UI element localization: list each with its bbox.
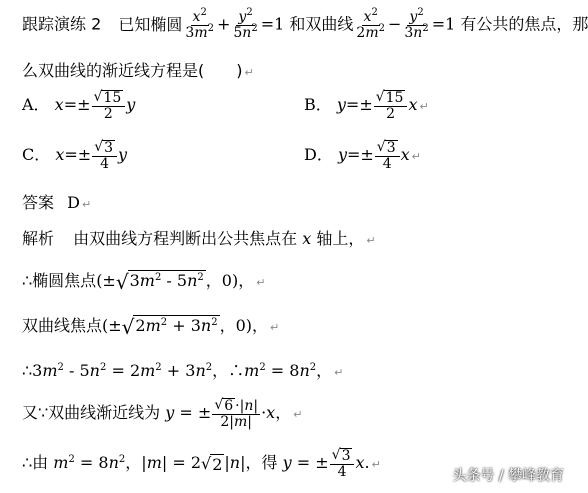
- ellipse-focus-label: ∴椭圆焦点: [22, 271, 97, 290]
- hyperbola-focus-label: 双曲线焦点: [22, 316, 103, 335]
- option-a: A． x=± √ 15 2 y: [22, 89, 136, 122]
- option-c: C． x=± √ 3 4 y: [22, 139, 128, 172]
- analysis-text-end: 轴上，: [316, 229, 365, 248]
- option-b: B． y=± √ 15 2 x ↵: [304, 89, 429, 122]
- option-d: D． y=± √ 3 4 x ↵: [304, 139, 421, 172]
- asymptote-line: 又∵双曲线渐近线为 y = ± √ 6 ·|n| 2|m| ·x， ↵: [22, 397, 303, 430]
- ellipse-focus-line: ∴椭圆焦点(± √ $3m^2 - 5n^2$ ，0)， ↵: [22, 269, 266, 294]
- hyperbola-focus-line: 双曲线焦点(± √ $2m^2 + 3n^2$ ，0)， ↵: [22, 314, 280, 339]
- answer-value: D: [67, 193, 80, 212]
- final-get: ，得: [245, 453, 278, 473]
- problem-label: 跟踪演练 2: [22, 14, 102, 34]
- ellipse-frac-2: $\frac{y^2}{5n^2}$: [233, 7, 258, 41]
- asymptote-prefix: 又∵双曲线渐近线为: [22, 403, 161, 423]
- problem-text-c: 有公共的焦点，那: [460, 14, 588, 34]
- equation-step-line: $\therefore 3m^2 - 5n^2 = 2m^2 + 3n^2$，$\therefore m^2 = 8n^2$， ↵: [22, 361, 344, 380]
- analysis-text: 由双曲线方程判断出公共焦点在: [73, 229, 298, 248]
- answer-label: 答案: [22, 193, 55, 212]
- option-c-label: C．: [22, 145, 51, 165]
- problem-line-2-text: 么双曲线的渐近线方程是( ): [22, 61, 243, 80]
- watermark: 头条号 / 攀峰教育: [452, 468, 564, 484]
- analysis-label: 解析: [22, 229, 55, 248]
- option-a-label: A．: [22, 95, 50, 115]
- answer-line: 答案 D ↵: [22, 193, 92, 212]
- analysis-line: 解析 由双曲线方程判断出公共焦点在 x 轴上， ↵: [22, 229, 376, 248]
- final-prefix: ∴由: [22, 453, 49, 473]
- final-line: ∴由 $m^2 = 8n^2$，|m| = 2 √ 2 |n|，得 y = ± √ 3 4 x. ↵: [22, 447, 381, 480]
- problem-line-1: 跟踪演练 2 已知椭圆 $\frac{x^2}{3m^2}$ + $\frac{y^2}{5n^2}$ =1 和双曲线 $\frac{x^2}{2m^2}$ − $\frac{y^2}{3n^2}$ =1 有公共的焦点，那: [22, 7, 588, 41]
- hyperbola-frac-1: $\frac{x^2}{2m^2}$: [356, 7, 385, 41]
- hyperbola-frac-2: $\frac{y^2}{3n^2}$: [404, 7, 429, 41]
- ellipse-frac-1: $\frac{x^2}{3m^2}$: [185, 7, 214, 41]
- option-b-label: B．: [304, 95, 332, 115]
- option-d-label: D．: [304, 145, 333, 165]
- problem-text-b: 和双曲线: [289, 14, 354, 34]
- problem-line-2: 么双曲线的渐近线方程是( ) ↵: [22, 61, 254, 80]
- problem-text-a: 已知椭圆: [118, 14, 183, 34]
